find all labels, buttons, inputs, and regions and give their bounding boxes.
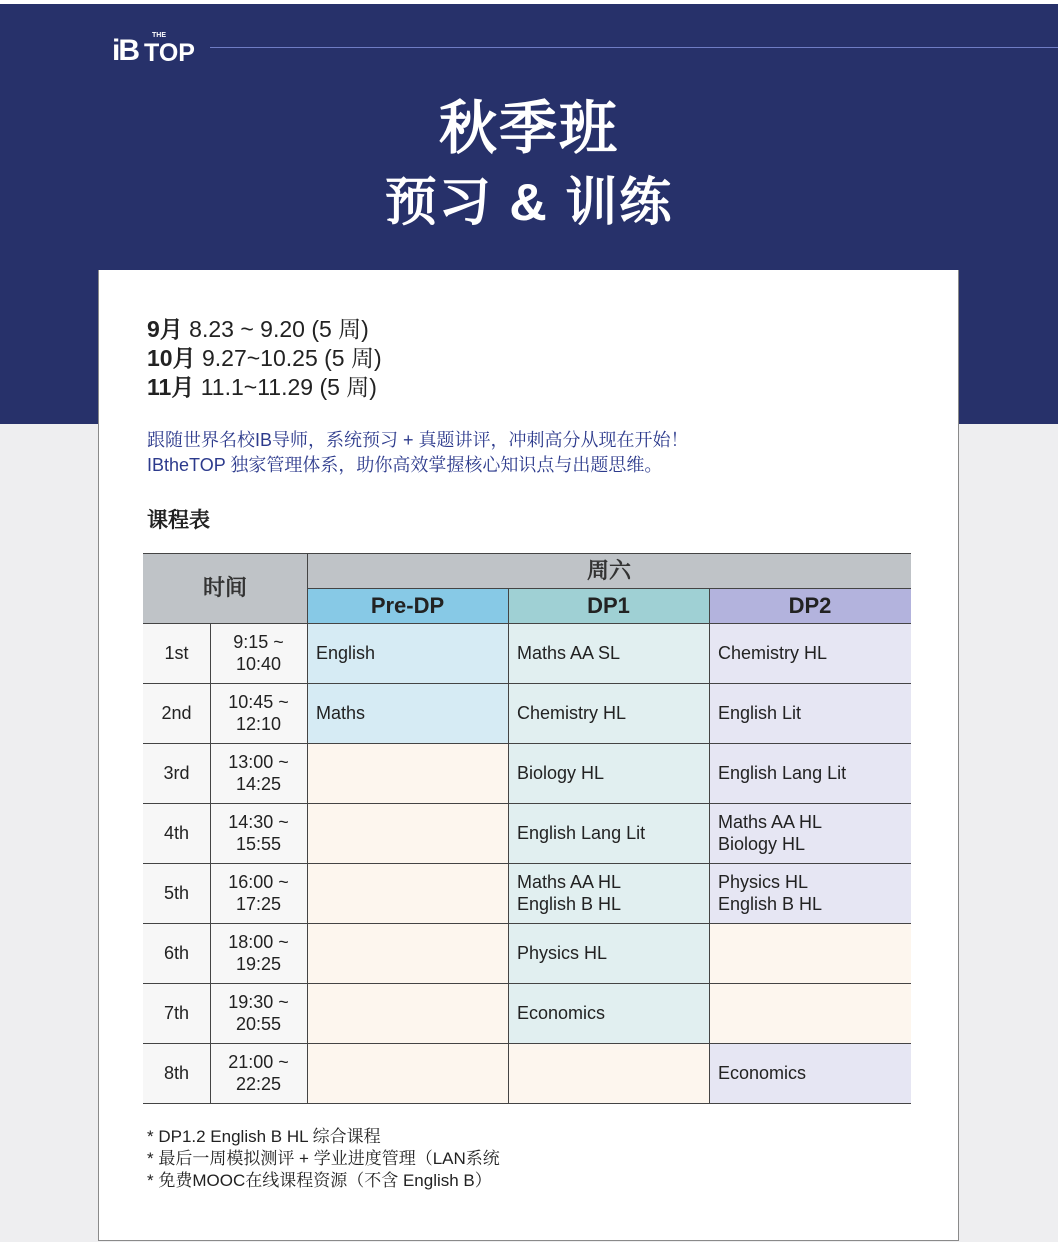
- course-cell-predp: [307, 623, 508, 683]
- course-cell-dp2: [709, 743, 911, 803]
- slot-label: 5th: [143, 863, 210, 923]
- time-range: [210, 863, 307, 923]
- column-header-predp: Pre-DP: [307, 588, 508, 623]
- course-cell-dp1: [508, 743, 709, 803]
- time-start: 10:45 ~: [228, 692, 289, 712]
- table-top-rule: [143, 553, 911, 554]
- logo-ib: iB: [112, 34, 138, 67]
- time-start: 9:15 ~: [233, 632, 284, 652]
- course-name: English: [316, 643, 376, 663]
- slot-label: 4th: [143, 803, 210, 863]
- course-name: Maths: [316, 703, 366, 723]
- intro-line-1: 跟随世界名校IB导师，系统预习 + 真题讲评，冲刺高分从现在开始！: [147, 430, 689, 450]
- ibthetop-logo: [112, 32, 195, 66]
- course-cell-predp: [307, 683, 508, 743]
- time-range: [210, 623, 307, 683]
- course-name: English Lang Lit: [718, 763, 847, 783]
- footnote-2: * 最后一周模拟测评 + 学业进度管理（LAN系统: [147, 1149, 500, 1168]
- date-line-sep: 9月 8.23 ~ 9.20 (5 周): [147, 316, 369, 342]
- course-name: English Lit: [718, 703, 802, 723]
- course-cell-dp1: [508, 803, 709, 863]
- time-end: 22:25: [235, 1074, 282, 1094]
- time-end: 19:25: [235, 954, 282, 974]
- col-rule: [508, 588, 509, 1103]
- logo-top: TOP: [144, 39, 195, 67]
- slot-label: 6th: [143, 923, 210, 983]
- course-cell-dp2: [709, 683, 911, 743]
- time-start: 21:00 ~: [228, 1052, 289, 1072]
- schedule-heading: 课程表: [147, 509, 210, 532]
- page-title: 秋季班: [438, 96, 619, 161]
- course-name: Economics: [517, 1003, 606, 1023]
- footnote-3: * 免费MOOC在线课程资源（不含 English B）: [147, 1171, 492, 1190]
- time-range: [210, 983, 307, 1043]
- time-end: 20:55: [235, 1014, 282, 1034]
- col-rule: [210, 623, 211, 1103]
- column-header-dp2: DP2: [709, 588, 911, 623]
- course-name: Chemistry HL: [517, 703, 627, 723]
- time-start: 19:30 ~: [228, 992, 289, 1012]
- course-cell-dp1: [508, 923, 709, 983]
- header-rule: [210, 47, 1058, 48]
- logo-the: THE: [152, 32, 166, 39]
- course-cell-dp2: [709, 803, 911, 863]
- course-cell-dp2: [709, 923, 911, 983]
- slot-label: 7th: [143, 983, 210, 1043]
- page-subtitle: 预习 & 训练: [384, 174, 674, 232]
- course-name: Biology HL: [517, 763, 605, 783]
- footnote-1: * DP1.2 English B HL 综合课程: [147, 1127, 381, 1146]
- course-cell-predp: [307, 743, 508, 803]
- course-cell-predp: [307, 983, 508, 1043]
- course-cell-dp1: [508, 983, 709, 1043]
- time-end: 15:55: [235, 834, 282, 854]
- time-end: 14:25: [235, 774, 282, 794]
- course-cell-predp: [307, 1043, 508, 1103]
- course-cell-predp: [307, 923, 508, 983]
- col-rule: [709, 588, 710, 1103]
- course-name: Maths AA SL: [517, 643, 621, 663]
- course-name: Maths AA HL: [517, 872, 622, 892]
- slot-label: 2nd: [143, 683, 210, 743]
- slot-label: 8th: [143, 1043, 210, 1103]
- date-line-oct: 10月 9.27~10.25 (5 周): [147, 345, 382, 371]
- course-cell-dp2: [709, 863, 911, 923]
- course-name: Physics HL: [517, 943, 608, 963]
- course-cell-dp2: [709, 983, 911, 1043]
- course-cell-dp1: [508, 623, 709, 683]
- course-name: English B HL: [517, 894, 622, 914]
- time-range: [210, 683, 307, 743]
- time-end: 12:10: [235, 714, 282, 734]
- slot-label: 3rd: [143, 743, 210, 803]
- header-mid-rule: [307, 588, 911, 589]
- header-bottom-rule: [143, 623, 911, 624]
- course-name: English B HL: [718, 894, 823, 914]
- date-line-nov: 11月 11.1~11.29 (5 周): [147, 374, 377, 400]
- course-name: Chemistry HL: [718, 643, 828, 663]
- course-cell-dp2: [709, 623, 911, 683]
- row-rule: [143, 923, 911, 924]
- time-range: [210, 743, 307, 803]
- row-rule: [143, 803, 911, 804]
- content-card: [98, 270, 959, 1241]
- day-header: 周六: [307, 553, 911, 588]
- column-header-dp1: DP1: [508, 588, 709, 623]
- slot-label: 1st: [143, 623, 210, 683]
- course-name: Economics: [718, 1063, 807, 1083]
- row-rule: [143, 743, 911, 744]
- course-cell-dp1: [508, 863, 709, 923]
- course-name: Physics HL: [718, 872, 809, 892]
- time-end: 10:40: [235, 654, 282, 674]
- course-name: English Lang Lit: [517, 823, 646, 843]
- course-cell-predp: [307, 863, 508, 923]
- time-end: 17:25: [235, 894, 282, 914]
- time-range: [210, 1043, 307, 1103]
- course-name: Maths AA HL: [718, 812, 823, 832]
- course-cell-dp2: [709, 1043, 911, 1103]
- row-rule: [143, 683, 911, 684]
- time-header: 时间: [143, 553, 307, 623]
- course-name: Biology HL: [718, 834, 806, 854]
- row-rule: [143, 1043, 911, 1044]
- row-rule: [143, 1103, 911, 1104]
- row-rule: [143, 863, 911, 864]
- schedule-table: [143, 553, 911, 1103]
- course-cell-dp1: [508, 683, 709, 743]
- time-start: 18:00 ~: [228, 932, 289, 952]
- time-start: 16:00 ~: [228, 872, 289, 892]
- course-cell-predp: [307, 803, 508, 863]
- col-rule: [307, 553, 308, 1103]
- row-rule: [143, 983, 911, 984]
- time-start: 14:30 ~: [228, 812, 289, 832]
- time-range: [210, 923, 307, 983]
- time-start: 13:00 ~: [228, 752, 289, 772]
- time-range: [210, 803, 307, 863]
- intro-line-2: IBtheTOP 独家管理体系，助你高效掌握核心知识点与出题思维。: [147, 455, 663, 475]
- course-cell-dp1: [508, 1043, 709, 1103]
